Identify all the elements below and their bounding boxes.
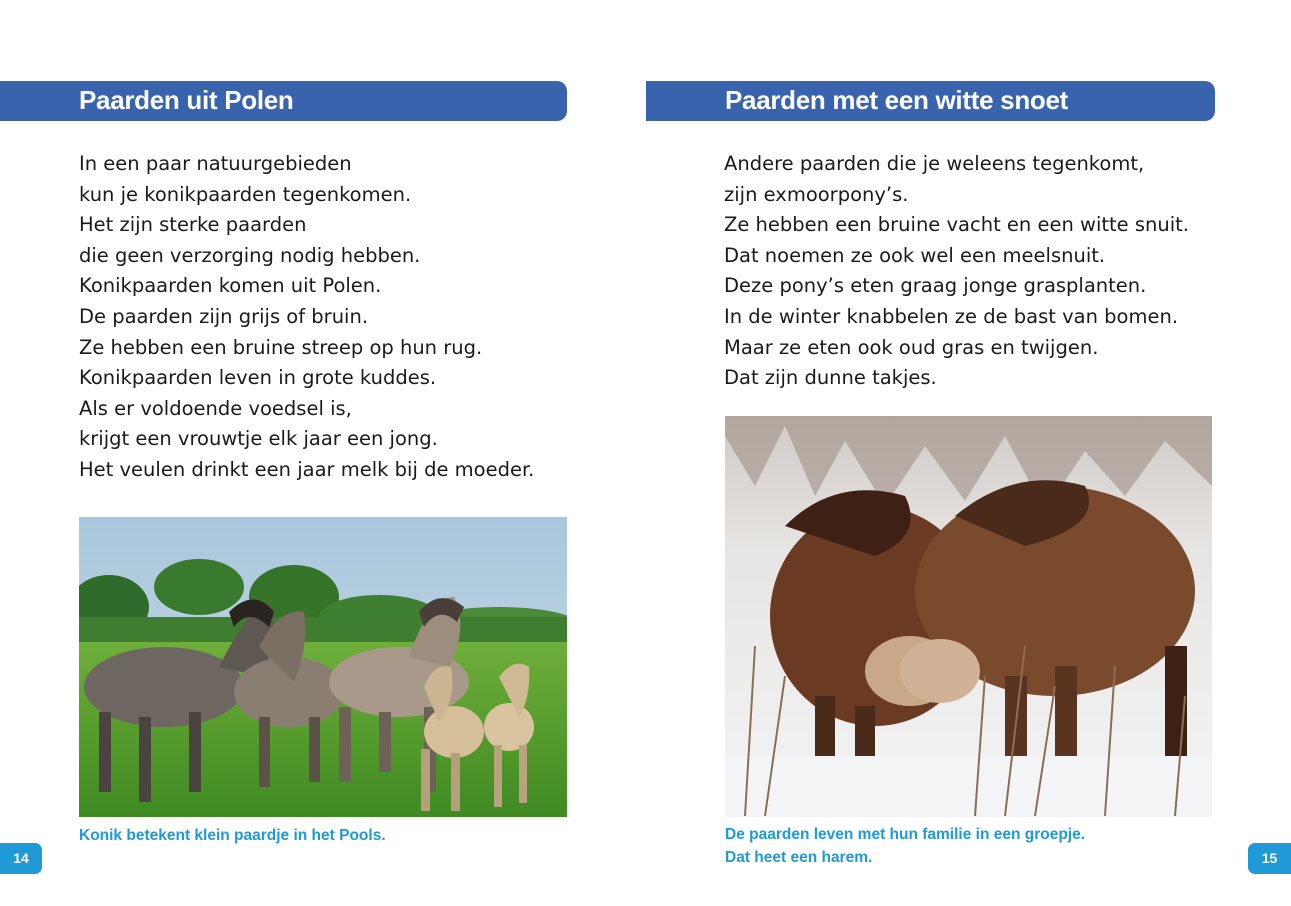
right-page-title: Paarden met een witte snoet <box>725 85 1069 115</box>
body-line: Andere paarden die je weleens tegenkomt, <box>724 152 1145 175</box>
body-line: Dat noemen ze ook wel een meelsnuit. <box>724 243 1106 267</box>
body-line: In de winter knabbelen ze de bast van bomen. <box>724 304 1179 328</box>
body-line: kun je konikpaarden tegenkomen. <box>79 182 412 206</box>
right-photo-caption <box>725 823 1085 869</box>
right-title-bar <box>646 81 1215 121</box>
body-line: Ze hebben een bruine vacht en een witte snuit. <box>724 213 1190 237</box>
caption-line: Dat heet een harem. <box>725 849 873 866</box>
left-body-text <box>79 149 599 486</box>
exmoor-ponies-illustration <box>725 416 1212 817</box>
left-page <box>0 0 645 906</box>
body-line: Deze pony’s eten graag jonge grasplanten. <box>724 274 1147 298</box>
body-line: Het veulen drinkt een jaar melk bij de moeder. <box>79 457 535 481</box>
left-photo-caption <box>79 824 386 847</box>
body-line: zijn exmoorpony’s. <box>724 182 909 206</box>
body-line: De paarden zijn grijs of bruin. <box>79 304 369 328</box>
left-title-bar <box>0 81 567 121</box>
body-line: krijgt een vrouwtje elk jaar een jong. <box>79 427 438 451</box>
body-line: Het zijn sterke paarden <box>79 213 307 237</box>
body-line: die geen verzorging nodig hebben. <box>79 243 421 267</box>
body-line: Maar ze eten ook oud gras en twijgen. <box>724 335 1099 359</box>
exmoor-ponies-photo <box>725 416 1212 817</box>
caption-line: Konik betekent klein paardje in het Pools. <box>79 827 386 844</box>
body-line: In een paar natuurgebieden <box>79 152 352 175</box>
page-number-right: 15 <box>1248 843 1291 874</box>
page-number-left: 14 <box>0 843 42 874</box>
body-line: Ze hebben een bruine streep op hun rug. <box>79 335 483 359</box>
right-page <box>645 0 1291 906</box>
konik-horses-photo <box>79 517 567 817</box>
body-line: Konikpaarden leven in grote kuddes. <box>79 366 437 390</box>
caption-line: De paarden leven met hun familie in een groepje. <box>725 826 1086 843</box>
body-line: Konikpaarden komen uit Polen. <box>79 274 382 298</box>
konik-horses-illustration <box>79 517 567 817</box>
left-page-title: Paarden uit Polen <box>79 85 294 115</box>
body-line: Als er voldoende voedsel is, <box>79 396 352 420</box>
body-line: Dat zijn dunne takjes. <box>724 366 937 390</box>
right-body-text <box>724 149 1264 394</box>
